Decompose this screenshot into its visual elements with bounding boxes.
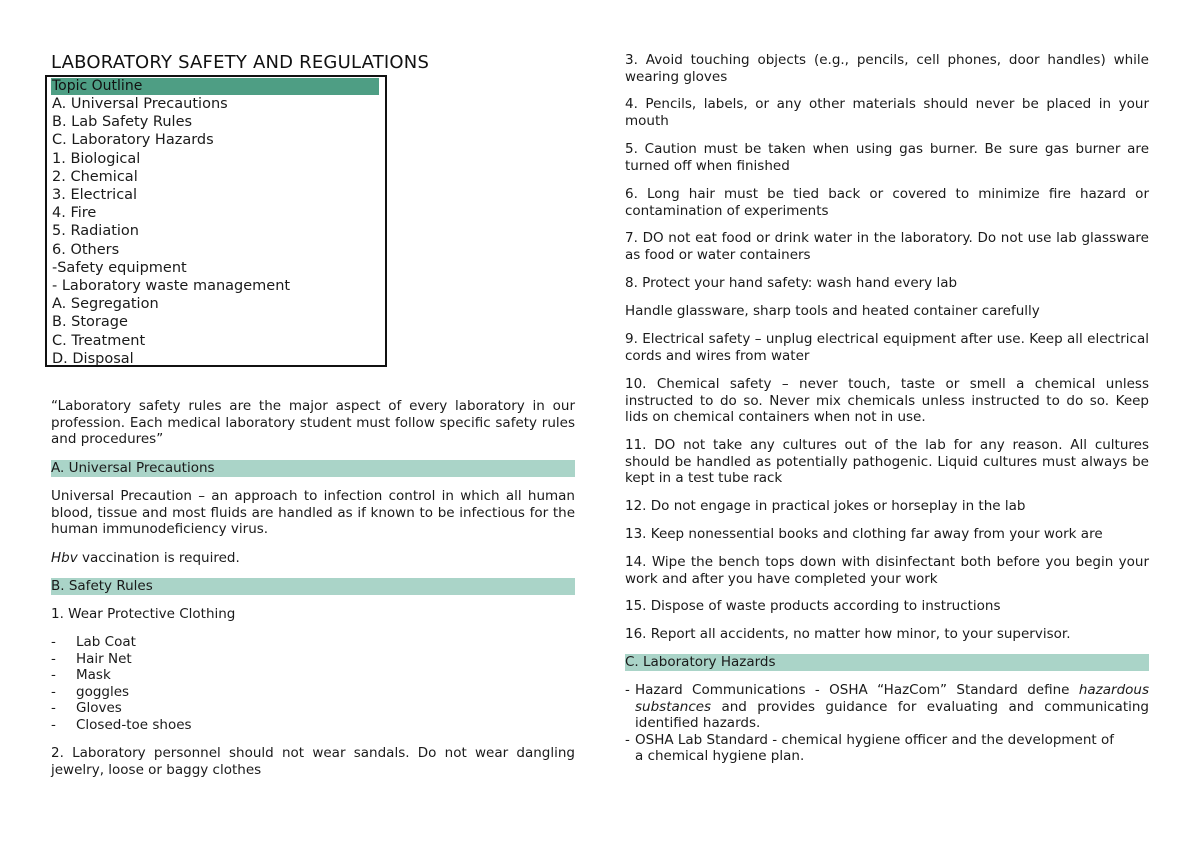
protective-clothing-list bbox=[51, 634, 192, 734]
rule-2: 2. Laboratory personnel should not wear sandals. Do not wear dangling jewelry, loose or baggy clothes bbox=[51, 745, 575, 778]
rule-9: 9. Electrical safety – unplug electrical equipment after use. Keep all electrical cords and wires from water bbox=[625, 331, 1149, 364]
list-item: - goggles bbox=[51, 684, 192, 701]
hbv-italic: Hbv bbox=[51, 550, 78, 566]
hazard-item-hazcom bbox=[625, 682, 1149, 732]
outline-item: A. Segregation bbox=[52, 296, 159, 313]
rule-7: 7. DO not eat food or drink water in the laboratory. Do not use lab glassware as food or water containers bbox=[625, 230, 1149, 263]
list-item: - Gloves bbox=[51, 700, 192, 717]
outline-item: C. Treatment bbox=[52, 332, 146, 349]
rule-8: 8. Protect your hand safety: wash hand every lab bbox=[625, 275, 958, 291]
outline-item: C. Laboratory Hazards bbox=[52, 132, 214, 149]
rule-4: 4. Pencils, labels, or any other materials should never be placed in your mouth bbox=[625, 96, 1149, 129]
rule-1: 1. Wear Protective Clothing bbox=[51, 606, 236, 622]
outline-item: B. Lab Safety Rules bbox=[52, 114, 193, 131]
hazard-1-pre: Hazard Communications - OSHA “HazCom” Standard define bbox=[635, 682, 1079, 698]
rule-5: 5. Caution must be taken when using gas burner. Be sure gas burner are turned off when finished bbox=[625, 141, 1149, 174]
rule-14: 14. Wipe the bench tops down with disinfectant both before you begin your work and after you have completed your work bbox=[625, 554, 1149, 587]
universal-precaution-text: Universal Precaution – an approach to infection control in which all human blood, tissue and most fluids are handled as if known to be infectious for the human immunodeficiency virus. bbox=[51, 488, 575, 538]
intro-quote: “Laboratory safety rules are the major aspect of every laboratory in our profession. Each medical laboratory student must follow specific safety rules and procedures” bbox=[51, 398, 575, 448]
outline-item: 5. Radiation bbox=[52, 223, 139, 240]
section-header-safety-rules: B. Safety Rules bbox=[51, 578, 575, 595]
outline-item: D. Disposal bbox=[52, 350, 134, 367]
outline-item: 4. Fire bbox=[52, 205, 97, 222]
outline-item: 1. Biological bbox=[52, 150, 141, 167]
hazard-list bbox=[625, 682, 1149, 765]
outline-item: -Safety equipment bbox=[52, 259, 187, 276]
rule-8-glassware: Handle glassware, sharp tools and heated container carefully bbox=[625, 303, 1040, 319]
rule-15: 15. Dispose of waste products according to instructions bbox=[625, 598, 1001, 614]
topic-outline-header: Topic Outline bbox=[51, 78, 379, 95]
outline-item: 3. Electrical bbox=[52, 187, 138, 204]
hazard-1-italic: hazardous substances bbox=[635, 682, 1149, 715]
hbv-rest: vaccination is required. bbox=[77, 550, 240, 566]
hazard-item-osha-lab: - OSHA Lab Standard - chemical hygiene officer and the development of a chemical hygiene plan. bbox=[625, 732, 1125, 765]
rule-12: 12. Do not engage in practical jokes or horseplay in the lab bbox=[625, 498, 1026, 514]
rule-10: 10. Chemical safety – never touch, taste or smell a chemical unless instructed to do so. Never mix chemicals unless instructed to do so. Keep lids on chemical containers when not in use. bbox=[625, 376, 1149, 426]
rule-13: 13. Keep nonessential books and clothing far away from your work are bbox=[625, 526, 1103, 542]
page-title: LABORATORY SAFETY AND REGULATIONS bbox=[51, 52, 430, 73]
outline-item: A. Universal Precautions bbox=[52, 96, 228, 112]
rule-6: 6. Long hair must be tied back or covered to minimize fire hazard or contamination of experiments bbox=[625, 186, 1149, 219]
rule-11: 11. DO not take any cultures out of the lab for any reason. All cultures should be handled as potentially pathogenic. Liquid cultures must always be kept in a test tube rack bbox=[625, 437, 1149, 487]
rule-3: 3. Avoid touching objects (e.g., pencils, cell phones, door handles) while wearing gloves bbox=[625, 52, 1149, 85]
outline-item: 2. Chemical bbox=[52, 168, 138, 185]
section-header-laboratory-hazards: C. Laboratory Hazards bbox=[625, 654, 1149, 671]
hbv-line bbox=[51, 550, 575, 567]
outline-item: B. Storage bbox=[52, 314, 128, 331]
outline-item: - Laboratory waste management bbox=[52, 278, 291, 295]
list-item: - Lab Coat bbox=[51, 634, 192, 651]
hazard-1-post: and provides guidance for evaluating and communicating identified hazards. bbox=[635, 698, 1149, 732]
section-header-universal-precautions: A. Universal Precautions bbox=[51, 460, 575, 477]
list-item: - Closed-toe shoes bbox=[51, 717, 192, 734]
rule-16: 16. Report all accidents, no matter how minor, to your supervisor. bbox=[625, 626, 1071, 642]
list-item: - Hair Net bbox=[51, 651, 192, 668]
outline-item: 6. Others bbox=[52, 241, 120, 258]
topic-outline-box bbox=[45, 75, 387, 367]
list-item: - Mask bbox=[51, 667, 192, 684]
